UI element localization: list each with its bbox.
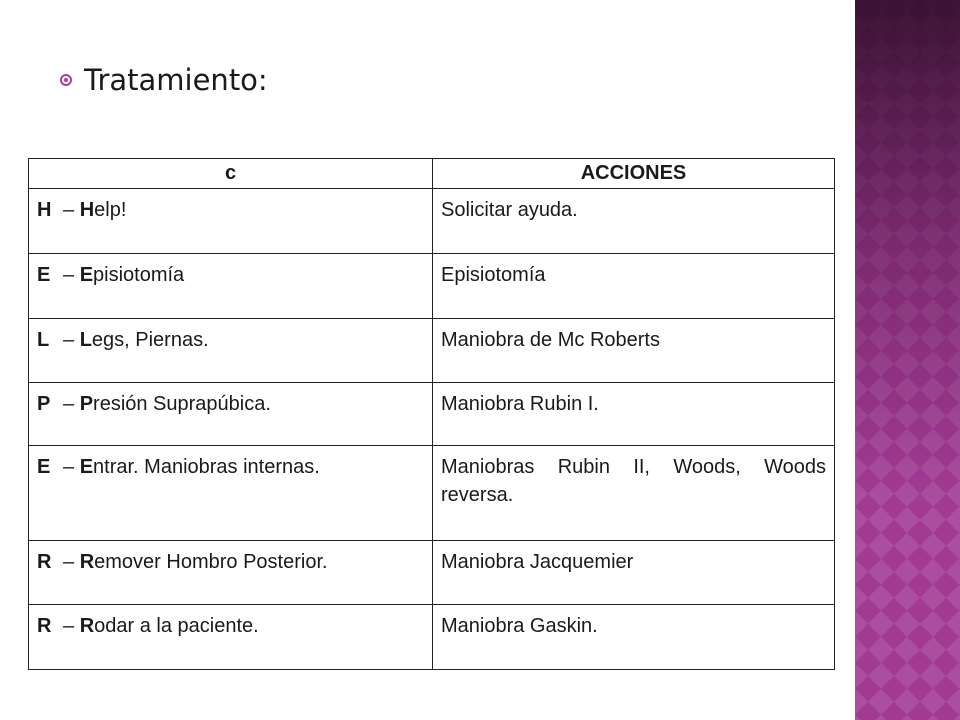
target-bullet-icon <box>60 74 72 86</box>
mnemonic-initial: L <box>79 329 92 351</box>
mnemonic-initial: R <box>79 551 95 573</box>
mnemonic-letter: P <box>37 393 51 415</box>
mnemonic-rest: elp! <box>94 199 127 221</box>
mnemonic-letter: H <box>37 199 52 221</box>
mnemonic-rest: pisiotomía <box>93 264 185 286</box>
mnemonic-cell <box>29 189 433 254</box>
table-row <box>29 605 835 670</box>
mnemonic-cell <box>29 541 433 605</box>
table-row <box>29 189 835 254</box>
action-cell: Solicitar ayuda. <box>433 189 835 254</box>
mnemonic-rest: egs, Piernas. <box>91 329 209 351</box>
table-row <box>29 254 835 319</box>
mnemonic-initial: R <box>79 615 95 637</box>
mnemonic-letter: R <box>37 551 52 573</box>
mnemonic-rest: resión Suprapúbica. <box>93 393 271 415</box>
mnemonic-letter: E <box>37 264 51 286</box>
mnemonic-initial: E <box>79 456 94 478</box>
mnemonic-letter: L <box>37 329 50 351</box>
table-row <box>29 383 835 446</box>
mnemonic-letter: E <box>37 456 51 478</box>
mnemonic-initial: E <box>79 264 94 286</box>
column-header-mnemonic: c <box>29 159 433 189</box>
mnemonic-rest: odar a la paciente. <box>94 615 259 637</box>
action-cell: Episiotomía <box>433 254 835 319</box>
mnemonic-cell <box>29 254 433 319</box>
heading-text: Tratamiento: <box>84 63 268 97</box>
mnemonic-cell <box>29 605 433 670</box>
table-header-row <box>29 159 835 189</box>
mnemonic-cell <box>29 319 433 383</box>
mnemonic-initial: H <box>79 199 95 221</box>
decorative-side-band <box>855 0 960 720</box>
mnemonic-initial: P <box>79 393 94 415</box>
column-header-acciones: ACCIONES <box>433 159 835 189</box>
action-cell: Maniobra Rubin I. <box>433 383 835 446</box>
dash: – <box>63 264 80 286</box>
action-cell: Maniobra Jacquemier <box>433 541 835 605</box>
dash: – <box>63 456 80 478</box>
action-cell: Maniobras Rubin II, Woods, Woods reversa. <box>433 446 835 541</box>
table-row <box>29 446 835 541</box>
mnemonic-cell <box>29 446 433 541</box>
table-row <box>29 541 835 605</box>
dash: – <box>63 329 80 351</box>
action-cell: Maniobra de Mc Roberts <box>433 319 835 383</box>
dash: – <box>63 615 80 637</box>
helperr-table <box>28 158 835 670</box>
dash: – <box>63 199 80 221</box>
dash: – <box>63 393 80 415</box>
mnemonic-rest: emover Hombro Posterior. <box>94 551 328 573</box>
dash: – <box>63 551 80 573</box>
mnemonic-cell <box>29 383 433 446</box>
mnemonic-rest: ntrar. Maniobras internas. <box>93 456 320 478</box>
mnemonic-letter: R <box>37 615 52 637</box>
slide-heading <box>60 58 268 102</box>
table-row <box>29 319 835 383</box>
action-cell: Maniobra Gaskin. <box>433 605 835 670</box>
